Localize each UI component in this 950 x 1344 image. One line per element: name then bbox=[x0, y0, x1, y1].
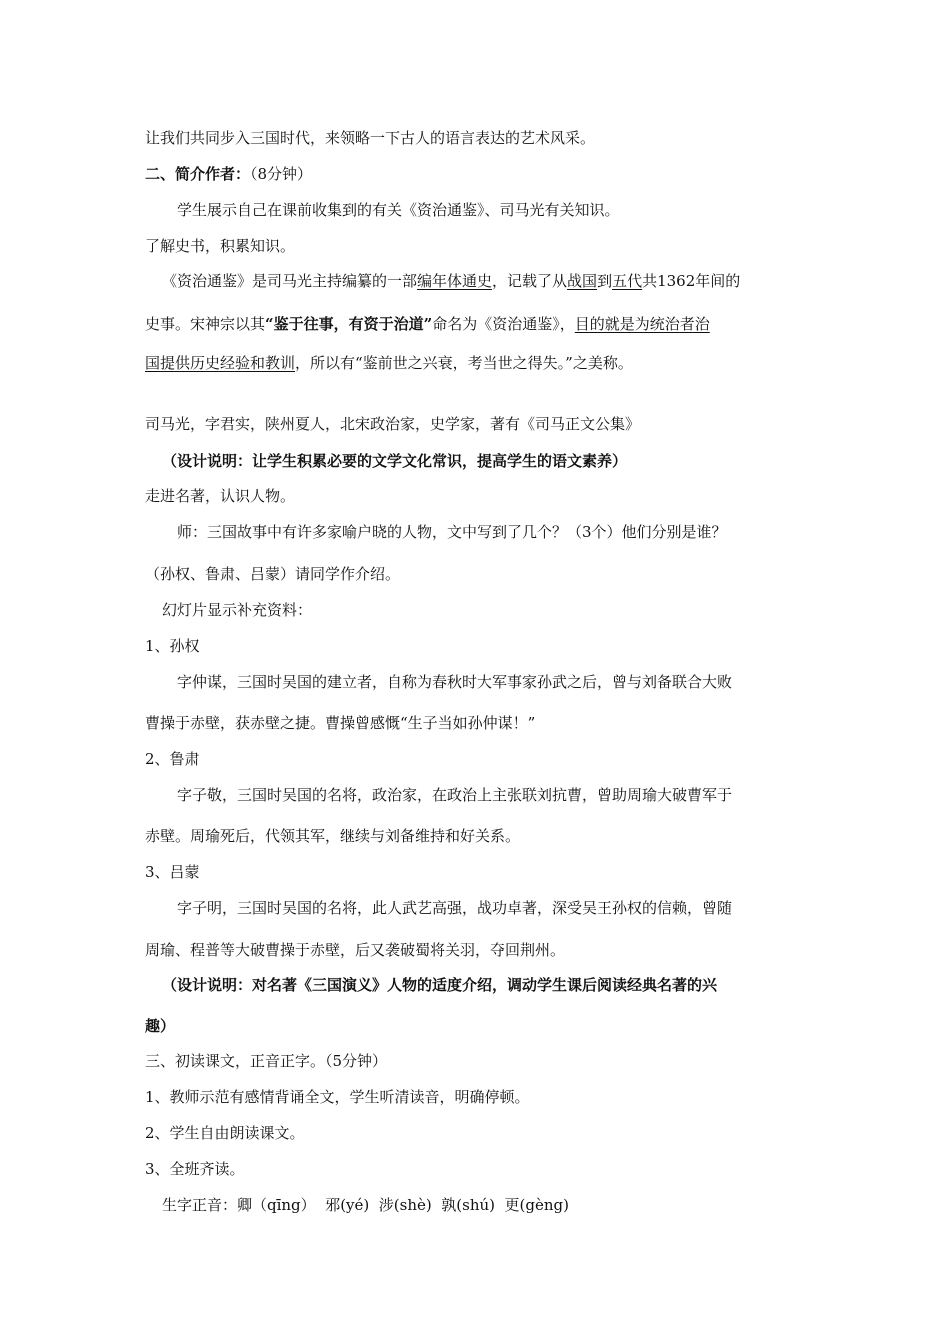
design-note-2-line-2: 趣） bbox=[145, 1017, 176, 1035]
zztj-bold-quote: “鉴于往事，有资于治道” bbox=[265, 315, 433, 333]
zztj-text-d: 共1362年间的 bbox=[642, 272, 741, 290]
zztj-underline-five-dynasties: 五代 bbox=[612, 272, 643, 290]
zztj-line-1 bbox=[162, 270, 740, 292]
zztj-text-f: 命名为《资治通鉴》， bbox=[432, 315, 575, 333]
sima-guang-bio: 司马光，字君实，陕州夏人，北宋政治家，史学家，著有《司马正文公集》 bbox=[145, 415, 641, 433]
design-note-2-line-1: （设计说明：对名著《三国演义》人物的适度介绍，调动学生课后阅读经典名著的兴 bbox=[162, 976, 718, 994]
zztj-underline-purpose-1: 目的就是为统治者治 bbox=[574, 315, 710, 333]
zztj-underline-purpose-2: 国提供历史经验和教训 bbox=[145, 354, 296, 372]
zztj-text-b: ，记载了从 bbox=[492, 272, 568, 290]
section-2-heading bbox=[145, 163, 312, 185]
lusu-line-1: 字子敬，三国时吴国的名将，政治家，在政治上主张联刘抗曹，曾助周瑜大破曹军于 bbox=[177, 786, 733, 804]
zztj-underline-chronicle: 编年体通史 bbox=[417, 272, 493, 290]
sunquan-title: 1、孙权 bbox=[145, 637, 200, 655]
slide-text: 幻灯片显示补充资料： bbox=[162, 601, 313, 619]
lusu-title: 2、鲁肃 bbox=[145, 750, 200, 768]
step-1: 1、教师示范有感情背诵全文，学生听清读音，明确停顿。 bbox=[145, 1088, 530, 1106]
step-2: 2、学生自由朗读课文。 bbox=[145, 1124, 305, 1142]
step-3: 3、全班齐读。 bbox=[145, 1160, 245, 1178]
student-show-text: 学生展示自己在课前收集到的有关《资治通鉴》、司马光有关知识。 bbox=[177, 201, 620, 219]
zztj-underline-warring-states: 战国 bbox=[567, 272, 598, 290]
zztj-text-e: 史事。宋神宗以其 bbox=[145, 315, 266, 333]
section-2-time: （8分钟） bbox=[250, 165, 313, 183]
sunquan-line-2: 曹操于赤壁，获赤壁之捷。曹操曾感慨“生子当如孙仲谋！” bbox=[145, 714, 536, 732]
know-history-text: 了解史书，积累知识。 bbox=[145, 237, 296, 255]
zztj-line-2 bbox=[145, 313, 710, 335]
zztj-text-c: 到 bbox=[597, 272, 613, 290]
teacher-question-line-2: （孙权、鲁肃、吕蒙）请同学作介绍。 bbox=[145, 565, 401, 583]
teacher-question-line-1: 师：三国故事中有许多家喻户晓的人物，文中写到了几个？（3个）他们分别是谁？ bbox=[177, 523, 727, 541]
intro-text: 让我们共同步入三国时代，来领略一下古人的语言表达的艺术风采。 bbox=[145, 129, 596, 147]
design-note-1: （设计说明：让学生积累必要的文学文化常识，提高学生的语文素养） bbox=[162, 452, 628, 470]
zztj-line-3 bbox=[145, 352, 633, 374]
zztj-text-a: 《资治通鉴》是司马光主持编纂的一部 bbox=[162, 272, 418, 290]
lvmeng-line-1: 字子明，三国时吴国的名将，此人武艺高强，战功卓著，深受吴王孙权的信赖，曾随 bbox=[177, 899, 733, 917]
section-3-heading: 三、初读课文，正音正字。（5分钟） bbox=[145, 1052, 388, 1070]
section-2-title: 二、简介作者： bbox=[145, 165, 251, 183]
lvmeng-title: 3、吕蒙 bbox=[145, 863, 200, 881]
pronunciation-line: 生字正音：卿（qīng） 邪(yé) 涉(shè) 孰(shú) 更(gèng) bbox=[162, 1196, 569, 1214]
lvmeng-line-2: 周瑜、程普等大破曹操于赤壁，后又袭破蜀将关羽，夺回荆州。 bbox=[145, 941, 566, 959]
lusu-line-2: 赤壁。周瑜死后，代领其军，继续与刘备维持和好关系。 bbox=[145, 827, 521, 845]
zztj-text-g: ，所以有“鉴前世之兴衰，考当世之得失。”之美称。 bbox=[295, 354, 633, 372]
sunquan-line-1: 字仲谋，三国时吴国的建立者，自称为春秋时大军事家孙武之后，曾与刘备联合大败 bbox=[177, 673, 733, 691]
enter-classic-text: 走进名著，认识人物。 bbox=[145, 487, 296, 505]
